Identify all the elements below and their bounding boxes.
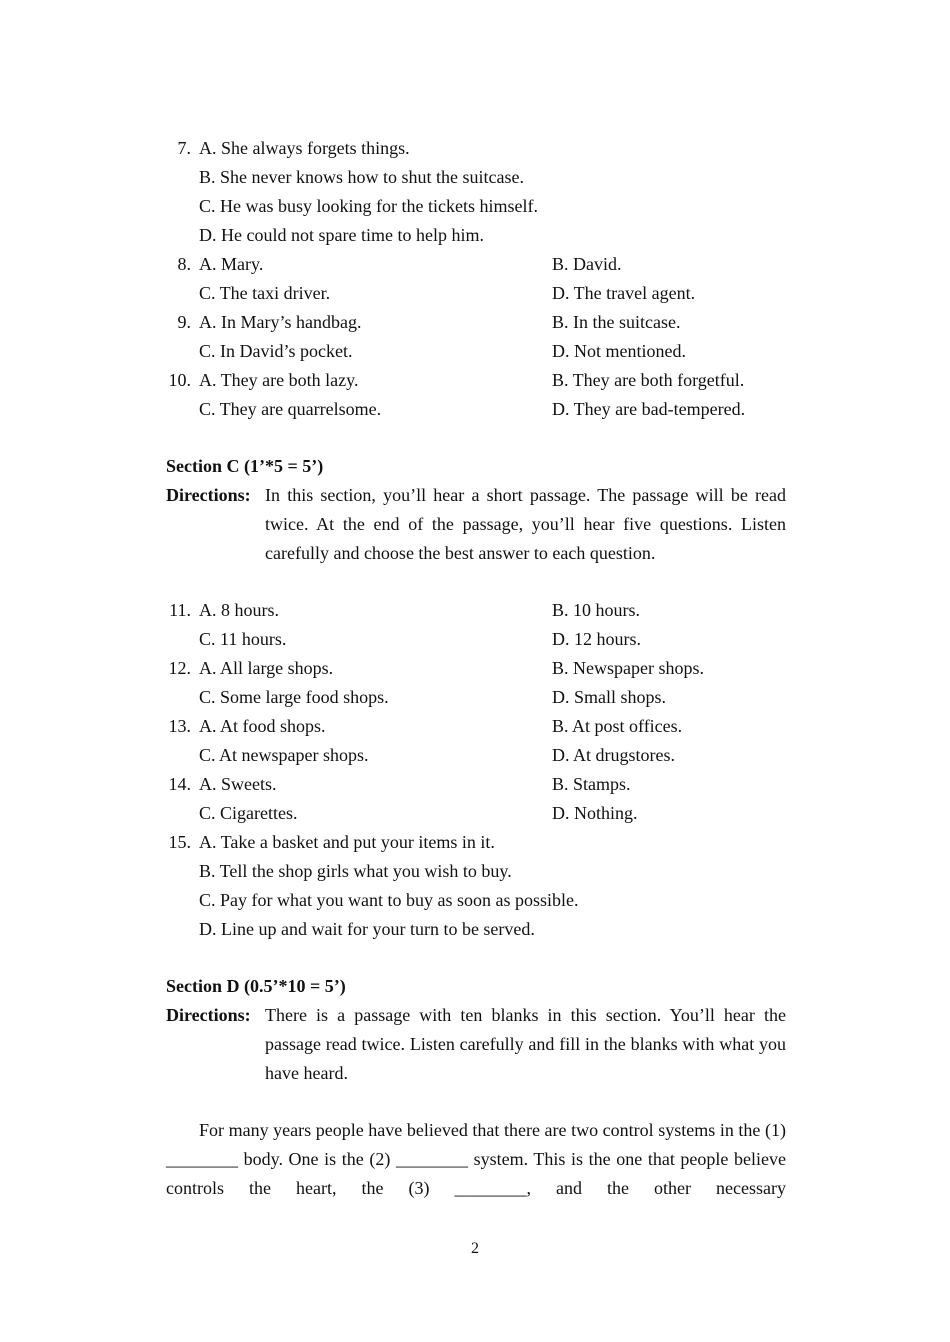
option-a: A. 8 hours. bbox=[199, 600, 279, 620]
option-d: D. Line up and wait for your turn to be served. bbox=[199, 919, 535, 939]
question-7-row-3 bbox=[166, 192, 786, 221]
question-9-row-2 bbox=[166, 337, 786, 366]
section-c-title: Section C (1’*5 = 5’) bbox=[166, 456, 324, 476]
question-number: 11. bbox=[169, 600, 191, 620]
question-number: 9. bbox=[177, 312, 191, 332]
option-b: B. At post offices. bbox=[552, 716, 683, 736]
option-b: B. Stamps. bbox=[552, 774, 631, 794]
question-number: 15. bbox=[168, 832, 191, 852]
option-d: D. They are bad-tempered. bbox=[552, 399, 746, 419]
question-number: 10. bbox=[168, 370, 191, 390]
question-10-row-1 bbox=[166, 366, 786, 395]
question-13-row-2 bbox=[166, 741, 786, 770]
spacer bbox=[166, 1088, 786, 1116]
option-d: D. The travel agent. bbox=[552, 283, 696, 303]
option-c: C. They are quarrelsome. bbox=[199, 399, 382, 419]
option-d: D. Nothing. bbox=[552, 803, 638, 823]
option-c: C. At newspaper shops. bbox=[199, 745, 369, 765]
question-number: 12. bbox=[168, 658, 191, 678]
option-b: B. They are both forgetful. bbox=[552, 370, 745, 390]
question-8-row-2 bbox=[166, 279, 786, 308]
option-c: C. The taxi driver. bbox=[199, 283, 331, 303]
option-c: C. 11 hours. bbox=[199, 629, 287, 649]
question-15-row-3 bbox=[166, 886, 786, 915]
question-13-row-1 bbox=[166, 712, 786, 741]
option-d: D. At drugstores. bbox=[552, 745, 675, 765]
question-7-row-4 bbox=[166, 221, 786, 250]
question-12-row-2 bbox=[166, 683, 786, 712]
question-number: 13. bbox=[168, 716, 191, 736]
directions-label: Directions: bbox=[166, 1005, 251, 1025]
question-7-row-2 bbox=[166, 163, 786, 192]
option-a: A. Sweets. bbox=[199, 774, 277, 794]
option-a: A. Take a basket and put your items in it. bbox=[199, 832, 495, 852]
page-content bbox=[166, 134, 786, 1203]
question-12-row-1 bbox=[166, 654, 786, 683]
page-number: 2 bbox=[471, 1240, 479, 1257]
option-a: A. All large shops. bbox=[199, 658, 334, 678]
question-15-row-2 bbox=[166, 857, 786, 886]
option-a: A. At food shops. bbox=[199, 716, 326, 736]
question-11-row-2 bbox=[166, 625, 786, 654]
question-11-row-1 bbox=[166, 596, 786, 625]
question-9-row-1 bbox=[166, 308, 786, 337]
question-14-row-1 bbox=[166, 770, 786, 799]
directions-label: Directions: bbox=[166, 485, 251, 505]
option-c: C. In David’s pocket. bbox=[199, 341, 353, 361]
option-a: A. She always forgets things. bbox=[199, 138, 410, 158]
option-a: A. Mary. bbox=[199, 254, 264, 274]
option-b: B. Tell the shop girls what you wish to buy. bbox=[199, 861, 512, 881]
option-c: C. Cigarettes. bbox=[199, 803, 298, 823]
question-number: 14. bbox=[168, 774, 191, 794]
option-b: B. 10 hours. bbox=[552, 600, 641, 620]
question-number: 8. bbox=[177, 254, 191, 274]
option-d: D. He could not spare time to help him. bbox=[199, 225, 484, 245]
option-c: C. Some large food shops. bbox=[199, 687, 389, 707]
passage-text: For many years people have believed that there are two control systems in the (1) ________ body. One is the (2) ________ system. This is the one that people believe controls the heart, the (3) ________, and the other necessary bbox=[166, 1120, 786, 1198]
spacer bbox=[166, 568, 786, 596]
question-number: 7. bbox=[177, 138, 191, 158]
option-b: B. Newspaper shops. bbox=[552, 658, 704, 678]
option-a: A. In Mary’s handbag. bbox=[199, 312, 362, 332]
option-d: D. 12 hours. bbox=[552, 629, 641, 649]
directions-text: There is a passage with ten blanks in this section. You’ll hear the passage read twice. Listen carefully and fill in the blanks with what you have heard. bbox=[265, 1005, 786, 1083]
question-8-row-1 bbox=[166, 250, 786, 279]
option-b: B. In the suitcase. bbox=[552, 312, 681, 332]
question-14-row-2 bbox=[166, 799, 786, 828]
question-15-row-4 bbox=[166, 915, 786, 944]
section-d-directions bbox=[166, 1001, 786, 1088]
spacer bbox=[166, 424, 786, 452]
option-d: D. Not mentioned. bbox=[552, 341, 686, 361]
option-b: B. David. bbox=[552, 254, 622, 274]
question-10-row-2 bbox=[166, 395, 786, 424]
option-b: B. She never knows how to shut the suitcase. bbox=[199, 167, 524, 187]
option-d: D. Small shops. bbox=[552, 687, 667, 707]
spacer bbox=[166, 944, 786, 972]
section-d-title: Section D (0.5’*10 = 5’) bbox=[166, 976, 346, 996]
option-c: C. Pay for what you want to buy as soon as possible. bbox=[199, 890, 579, 910]
section-c-directions bbox=[166, 481, 786, 568]
directions-text: In this section, you’ll hear a short passage. The passage will be read twice. At the end of the passage, you’ll hear five questions. Listen carefully and choose the best answer to each question. bbox=[265, 485, 786, 563]
option-c: C. He was busy looking for the tickets himself. bbox=[199, 196, 538, 216]
question-7-row-1 bbox=[166, 134, 786, 163]
option-a: A. They are both lazy. bbox=[199, 370, 359, 390]
question-15-row-1 bbox=[166, 828, 786, 857]
